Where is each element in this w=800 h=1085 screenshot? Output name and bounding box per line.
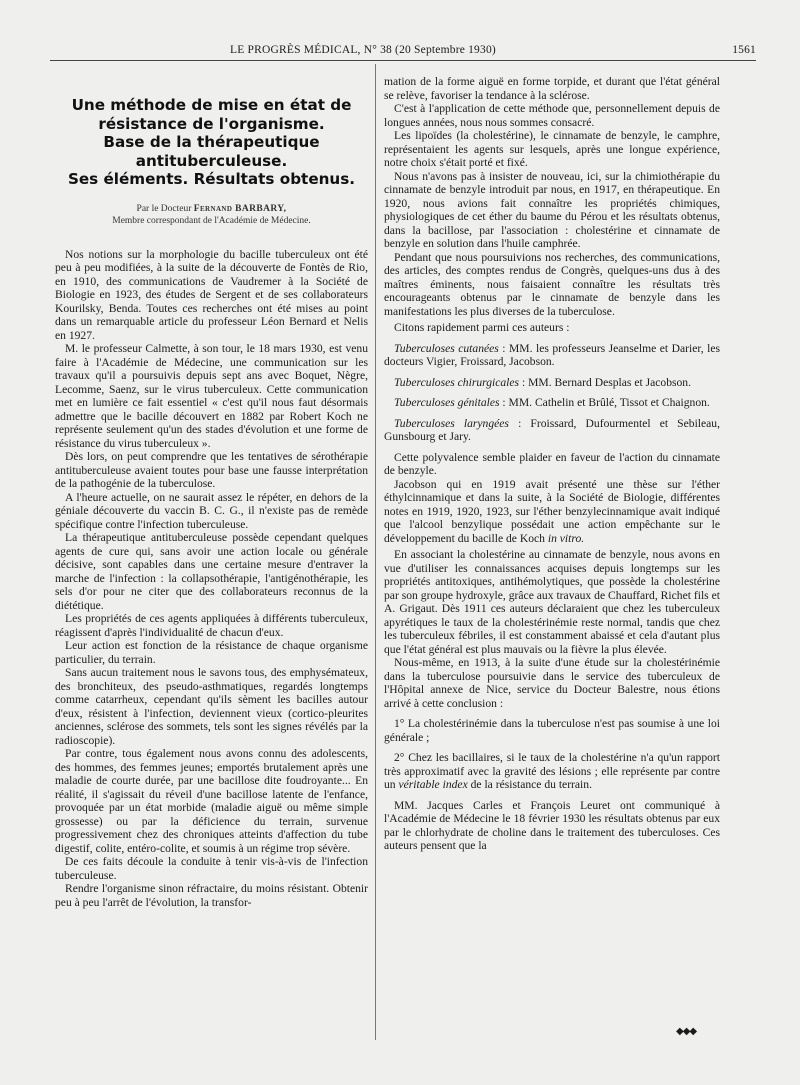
- paragraph: Citons rapidement parmi ces auteurs :: [394, 321, 570, 334]
- paragraph: Dès lors, on peut comprendre que les tentatives de sérothérapie antituberculeuse avaient toutes pour base une fausse interprétation de la pathogénie de la tuberculose.: [55, 450, 368, 490]
- author-name: Fernand BARBARY,: [193, 203, 287, 214]
- author-affiliation: Membre correspondant de l'Académie de Médecine.: [112, 216, 311, 226]
- spacer: [55, 228, 368, 248]
- paragraph: Les lipoïdes (la cholestérine), le cinnamate de benzyle, le camphre, représentaient les agents sur lesquels, après une longue expérience, notre choix s'était porté et fixé.: [384, 129, 720, 169]
- citation-text: : Froissard, Dufourmentel et Sebileau, Gunsbourg et Jary.: [384, 416, 720, 443]
- citation-label: Tuberculoses cutanées: [394, 341, 499, 355]
- conclusion-text: 2° Chez les bacillaires, si le taux de la cholestérine n'a qu'un rapport très approximatif avec la gravité des lésions ; elle représente par contre un: [384, 751, 720, 791]
- citation-text: : MM. les professeurs Jeanselme et Darier, les docteurs Vigier, Froissard, Jacobson.: [384, 341, 720, 368]
- journal-title: LE PROGRÈS MÉDICAL, N° 38 (20 Septembre 1930): [230, 44, 496, 56]
- paragraph: De ces faits découle la conduite à tenir vis-à-vis de l'infection tuberculeuse.: [55, 855, 368, 882]
- left-column: [55, 96, 368, 909]
- title-line: Une méthode de mise en état de: [71, 96, 352, 114]
- paragraph: Cette polyvalence semble plaider en faveur de l'action du cinnamate de benzyle.: [384, 450, 720, 477]
- citation-label: Tuberculoses chirurgicales: [394, 375, 520, 389]
- citation-label: Tuberculoses génitales: [394, 396, 500, 409]
- paragraph: Nous-même, en 1913, à la suite d'une étude sur la cholestérinémie dans la tuberculose poursuivie dans le service des tuberculeux de l'Hôpital annexe de Nice, service du Docteur Balestre, nous étions arrivé à cette conclusion :: [384, 656, 720, 710]
- paragraph: Leur action est fonction de la résistance de chaque organisme particulier, du terrain.: [55, 639, 368, 666]
- citation-cutaneous: [384, 342, 720, 369]
- paragraph: La thérapeutique antituberculeuse possède cependant quelques agents de cure qui, sans avoir une action locale ou générale décisive, sont capables dans une certaine mesure d'entraver la marche de l'infection : la collapsothérapie, l'antigénothérapie, les sels d'or pour ne citer que des collaborateurs reconnus de la diététique.: [55, 531, 368, 612]
- paragraph: Pendant que nous poursuivions nos recherches, des communications, des articles, des comptes rendus de Congrès, quelques-uns dus à des maîtres éminents, nous faisaient connaître les résultats très encourageants obtenus par le cinnamate de benzyle dans les manifestations les plus diverses de la tuberculose.: [384, 250, 720, 318]
- conclusion-italic: véritable index: [398, 778, 468, 791]
- citation-text: : MM. Cathelin et Brûlé, Tissot et Chaignon.: [499, 396, 710, 409]
- column-divider: [375, 64, 376, 1040]
- citation-text: : MM. Bernard Desplas et Jacobson.: [519, 375, 692, 389]
- paragraph: Rendre l'organisme sinon réfractaire, du moins résistant. Obtenir peu à peu l'arrêt de l'évolution, la transfor-: [55, 882, 368, 909]
- title-line: résistance de l'organisme.: [98, 114, 325, 133]
- end-ornament: ◆◆◆: [676, 1026, 697, 1037]
- citation-laryngeal: [384, 417, 720, 444]
- paragraph: mation de la forme aiguë en forme torpide, et durant que l'état général se relève, favoriser la tendance à la sclérose.: [384, 75, 720, 102]
- header-rule: [50, 60, 756, 61]
- paragraph: Par contre, tous également nous avons connu des adolescents, des hommes, des femmes jeunes; emportés brutalement après une maladie de courte durée, par une bacillose dite foudroyante... En réalité, il s'agissait du réveil d'une bacillose latente de l'enfance, provoquée par un état morbide (maladie aiguë ou même simple grossesse) ou par la déficience du terrain, survenue progressivement chez des chroniques atteints d'affection du tube digestif, colite, entéro-colite, et soumis à un régime trop sévère.: [55, 747, 368, 855]
- conclusion-item: 1° La cholestérinémie dans la tuberculose n'est pas soumise à une loi générale ;: [384, 717, 720, 744]
- article-title: [55, 96, 368, 189]
- paragraph: M. le professeur Calmette, à son tour, le 18 mars 1930, est venu faire à l'Académie de Médecine, une communication sur les travaux qu'il a poursuivis depuis sept ans avec Boquet, Nègre, Lecomme, Saenz, sur le virus tuberculeux. Cette communication met en lumière ce fait essentiel « c'est qu'il nous faut désormais admettre que le bacille découvert en 1882 par Robert Koch ne représente seulement qu'un des stades d'évolution et une forme de résistance du virus tuberculeux ».: [55, 342, 368, 450]
- conclusion-item: [384, 751, 720, 792]
- paragraph: Nous n'avons pas à insister de nouveau, ici, sur la chimiothérapie du cinnamate de benzyle introduit par nous, en 1917, en thérapeutique. En 1920, nous avions fait connaître les propriétés chimiques, physiologiques de cet éther du baume du Pérou et les résultats obtenus, dans la bacillose, par l'association : cholestérine et cinnamate de benzyle en solution dans l'huile camphrée.: [384, 169, 720, 250]
- paragraph: Nos notions sur la morphologie du bacille tuberculeux ont été peu à peu modifiées, à la suite de la découverte de Fontès de Rio, en 1910, des communications de Vaudremer à la Société de Biologie en 1923, des études de Sergent et de ses collaborateurs Kourilsky, Benda. Toutes ces recherches ont été mises au point dans un remarquable article du professeur Léon Bernard et Nelis en 1927.: [55, 247, 368, 342]
- paragraph: Les propriétés de ces agents appliquées à différents tuberculeux, réagissent d'après l'individualité de chacun d'eux.: [55, 612, 368, 639]
- paragraph: MM. Jacques Carles et François Leuret ont communiqué à l'Académie de Médecine le 18 février 1930 les résultats obtenus par eux par le chlorhydrate de choline dans le traitement des tuberculoses. Ces auteurs pensent que la: [384, 798, 720, 852]
- author-line: [55, 203, 368, 216]
- paragraph: C'est à l'application de cette méthode que, personnellement depuis de longues années, nous nous sommes consacré.: [384, 102, 720, 129]
- byline: [55, 203, 368, 228]
- title-line: Base de la thérapeutique antituberculeuse.: [103, 133, 320, 170]
- paragraph: En associant la cholestérine au cinnamate de benzyle, nous avons en vue d'utiliser les connaissances acquises depuis longtemps sur les propriétés antitoxiques, antihémolytiques, que possède la cholestérine par son groupe hydroxyle, grâce aux travaux de Chauffard, Richet fils et A. Grigaut. Dès 1911 ces auteurs déclaraient que chez les tuberculeux apyrétiques le taux de la cholestérinémie reste normal, tandis que chez les tuberculeux fébriles, il est constamment abaissé et cela d'autant plus que l'état général est plus mauvais ou la fièvre la plus élevée.: [384, 548, 720, 656]
- citation-label: Tuberculoses laryngées: [394, 416, 509, 430]
- paragraph-italic: in vitro.: [547, 531, 585, 545]
- paragraph: Sans aucun traitement nous le savons tous, des emphysémateux, des bronchiteux, des pseudo-asthmatiques, regardés longtemps comme catarrheux, cependant qu'ils sèment les bacilles autour d'eux, résistent à l'infection, deviennent vieux (cortico-pleurites anciennes, sclérose des sommets, tels sont les signes révélés par la radioscopie).: [55, 666, 368, 747]
- citation-surgical: [384, 376, 720, 390]
- citation-genital: [384, 396, 720, 410]
- right-column: [384, 75, 720, 853]
- page-number: 1561: [732, 44, 756, 56]
- title-line: Ses éléments. Résultats obtenus.: [67, 170, 356, 188]
- byline-prefix: Par le Docteur: [136, 203, 192, 214]
- paragraph-text: Jacobson qui en 1919 avait présenté une thèse sur l'éther éthylcinnamique et dans la suite, à la Société de Biologie, différentes notes en 1919, 1920, 1923, sur l'éther benzylecinnamique avait indiqué que l'alcool benzylique possédait une action empêchante sur le développement du bacille de Koch: [384, 477, 720, 545]
- paragraph: [384, 478, 720, 546]
- paragraph: A l'heure actuelle, on ne saurait assez le répéter, en dehors de la géniale découverte du vaccin B. C. G., il n'existe pas de remède spécifique contre l'infection tuberculeuse.: [55, 490, 368, 531]
- conclusion-text: de la résistance du terrain.: [467, 778, 592, 791]
